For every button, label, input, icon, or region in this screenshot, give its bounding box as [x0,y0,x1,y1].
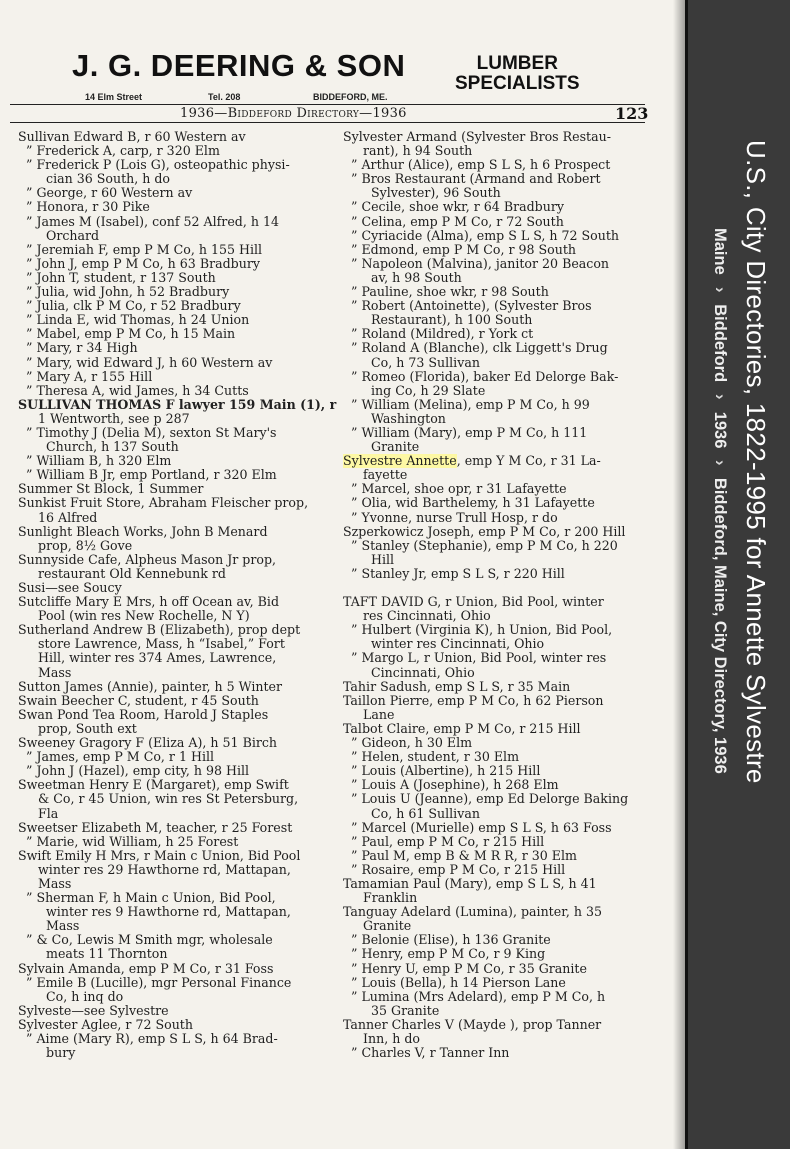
directory-entry-line: Mass [18,664,72,680]
directory-entry-line: TAFT DAVID G, r Union, Bid Pool, winter [343,594,604,610]
directory-entry-line: ” Timothy J (Delia M), sexton St Mary's [18,424,277,440]
directory-entry-line: ” Louis U (Jeanne), emp Ed Delorge Baking [343,791,629,807]
directory-entry-line: ” Robert (Antoinette), (Sylvester Bros [343,298,592,314]
directory-entry-line: Sutcliffe Mary E Mrs, h off Ocean av, Bid [18,594,280,610]
directory-entry-line: Orchard [18,227,100,243]
directory-entry-line: 1 Wentworth, see p 287 [18,410,190,426]
directory-entry-line: Mass [18,918,80,934]
highlighted-record-text: , emp Y M Co, r 31 La- [456,453,601,469]
right-column [343,130,645,1060]
directory-entry-line: ” Rosaire, emp P M Co, r 215 Hill [343,861,566,877]
directory-entry-line: winter res 29 Hawthorne rd, Mattapan, [18,861,291,877]
right-column-top [343,130,645,454]
directory-entry-line: ” James M (Isabel), conf 52 Alfred, h 14 [18,213,279,229]
directory-entry-line: ” George, r 60 Western av [18,185,193,201]
directory-entry-line: Sullivan Edward B, r 60 Western av [18,129,246,144]
directory-entry-line: cian 36 South, h do [18,171,171,187]
company-telephone: Tel. 208 [208,92,241,102]
directory-entry-line: Sylvain Amanda, emp P M Co, r 31 Foss [18,960,274,976]
directory-entry-line: meats 11 Thornton [18,946,168,962]
directory-entry-line: ” William B, h 320 Elm [18,453,172,469]
directory-entry-line: res Cincinnati, Ohio [343,608,491,624]
directory-entry-line: ” Marcel (Murielle) emp S L S, h 63 Foss [343,819,612,835]
directory-entry-line: ” Mary, wid Edward J, h 60 Western av [18,354,273,370]
directory-entry-line: ” John J, emp P M Co, h 63 Bradbury [18,255,260,271]
company-address: 14 Elm Street [85,92,143,102]
directory-entry-line: ” Helen, student, r 30 Elm [343,749,520,765]
lumber-specialists [455,54,580,94]
directory-entry-line: ” Pauline, shoe wkr, r 98 South [343,284,549,300]
directory-entry-line: ” John J (Hazel), emp city, h 98 Hill [18,763,250,779]
directory-entry-line: ” Frederick P (Lois G), osteopathic physi- [18,157,290,173]
directory-entry-line: Sylvester Aglee, r 72 South [18,1016,193,1032]
directory-entry-line: ” Lumina (Mrs Adelard), emp P M Co, h [343,988,606,1004]
directory-entry-line: Granite [343,918,412,934]
directory-entry-line: Tamamian Paul (Mary), emp S L S, h 41 [343,875,597,891]
breadcrumb-separator-icon: › [711,394,729,400]
directory-entry-line: ” Louis (Bella), h 14 Pierson Lane [343,974,566,990]
directory-entry-line: Co, h inq do [18,988,124,1004]
directory-entry-line: Restaurant), h 100 South [343,312,533,328]
directory-entry-line: ” William (Mary), emp P M Co, h 111 [343,424,588,440]
directory-entry-line: ” Linda E, wid Thomas, h 24 Union [18,312,250,328]
directory-entry-line: Taillon Pierre, emp P M Co, h 62 Pierson [343,692,604,708]
directory-entry-line: Swift Emily H Mrs, r Main c Union, Bid Pool [18,847,301,863]
directory-entry-line: ” Margo L, r Union, Bid Pool, winter res [343,650,607,666]
directory-entry-line: Susi—see Soucy [18,580,122,595]
directory-entry-line [343,581,645,595]
directory-entry-line: rant), h 94 South [343,143,473,159]
directory-entry-line: prop, South ext [18,720,137,736]
directory-entry-line: ” Aime (Mary R), emp S L S, h 64 Brad- [18,1031,278,1046]
highlighted-record[interactable] [343,454,645,468]
directory-entry-line: ” Belonie (Elise), h 136 Granite [343,932,551,948]
directory-entry-line: ” Julia, clk P M Co, r 52 Bradbury [18,298,241,314]
directory-entry-line: SULLIVAN THOMAS F lawyer 159 Main (1), r [18,396,337,412]
directory-entry-line: ” Jeremiah F, emp P M Co, h 155 Hill [18,241,263,257]
header-rule-top [10,104,645,105]
directory-entry-line: ” Cyriacide (Alma), emp S L S, h 72 South [343,227,620,243]
directory-entry-line: ” Hulbert (Virginia K), h Union, Bid Pool, [343,622,613,638]
directory-entry-line: ” & Co, Lewis M Smith mgr, wholesale [18,932,273,948]
breadcrumb-link[interactable]: Biddeford, Maine, City Directory, 1936 [711,477,729,774]
directory-entry-line: av, h 98 South [343,269,462,285]
directory-entry-line: Co, h 61 Sullivan [343,805,480,821]
directory-entry-line: Tanner Charles V (Mayde ), prop Tanner [343,1016,602,1032]
directory-entry-line: ” Paul, emp P M Co, r 215 Hill [343,833,545,849]
lumber-line: LUMBER [476,53,558,74]
directory-entry-line: ” William B Jr, emp Portland, r 320 Elm [18,467,277,483]
directory-entry-line: ” Roland A (Blanche), clk Liggett's Drug [343,340,608,356]
directory-entry-line: bury [18,1045,76,1061]
directory-entry-line: ” Paul M, emp B & M R R, r 30 Elm [343,847,577,863]
directory-entry-line: ” Louis (Albertine), h 215 Hill [343,763,541,779]
breadcrumb-link[interactable]: Maine [711,228,729,275]
directory-entry-line: Sunnyside Cafe, Alpheus Mason Jr prop, [18,551,277,567]
directory-entry-line: ” Gideon, h 30 Elm [343,735,473,751]
breadcrumb-link[interactable]: 1936 [711,411,729,449]
directory-entry-line: & Co, r 45 Union, win res St Petersburg, [18,791,299,807]
directory-entry-line: ” Bros Restaurant (Armand and Robert [343,171,601,187]
directory-entry-line: Tanguay Adelard (Lumina), painter, h 35 [343,904,602,920]
directory-entry-line: ” Mabel, emp P M Co, h 15 Main [18,326,236,342]
directory-entry-line: Hill, winter res 374 Ames, Lawrence, [18,650,277,666]
left-column [18,129,337,1061]
directory-entry-line: ” Charles V, r Tanner Inn [343,1045,510,1061]
directory-entry-line: ” Marie, wid William, h 25 Forest [18,833,239,849]
directory-entry-line: Co, h 73 Sullivan [343,354,480,370]
directory-entry-line: Lane [343,706,395,722]
page-number: 123 [615,104,649,123]
directory-entry-line: Sylvester Armand (Sylvester Bros Restau- [343,129,611,144]
directory-entry-line: ” Julia, wid John, h 52 Bradbury [18,284,230,300]
directory-entry-line: ing Co, h 29 Slate [343,382,486,398]
directory-entry-line: Cincinnati, Ohio [343,664,475,680]
directory-entry-line: Tahir Sadush, emp S L S, r 35 Main [343,678,571,694]
directory-entry-line: winter res 9 Hawthorne rd, Mattapan, [18,904,291,920]
directory-entry-line: 35 Granite [343,1002,440,1018]
directory-entry-line: ” John T, student, r 137 South [18,269,216,285]
directory-entry-line: ” Arthur (Alice), emp S L S, h 6 Prospect [343,157,611,173]
directory-entry-line: ” Olia, wid Barthelemy, h 31 Lafayette [343,495,595,511]
directory-entry-line: Summer St Block, 1 Summer [18,481,204,497]
directory-entry-line: Granite [343,439,420,455]
directory-entry-line: Sutton James (Annie), painter, h 5 Winter [18,678,282,694]
breadcrumb-link[interactable]: Biddeford [711,304,729,383]
directory-entry-line: ” Sherman F, h Main c Union, Bid Pool, [18,890,276,906]
directory-title: 1936—Biddeford Directory—1936 [180,106,407,121]
directory-entry-line: ” Napoleon (Malvina), janitor 20 Beacon [343,255,610,271]
record-sidebar [688,0,790,1149]
company-city: BIDDEFORD, ME. [313,92,388,102]
directory-entry-line: ” Edmond, emp P M Co, r 98 South [343,241,577,257]
breadcrumb-separator-icon: › [711,460,729,466]
directory-entry-line: Church, h 137 South [18,439,179,455]
directory-entry-line: Franklin [343,890,418,906]
directory-entry-line: Talbot Claire, emp P M Co, r 215 Hill [343,720,581,736]
directory-entry-line: ” Marcel, shoe opr, r 31 Lafayette [343,481,567,497]
directory-entry-line: ” Henry U, emp P M Co, r 35 Granite [343,960,587,976]
directory-entry-line: Swain Beecher C, student, r 45 South [18,692,259,708]
company-name: J. G. DEERING & SON [72,48,406,83]
directory-entry-line: ” James, emp P M Co, r 1 Hill [18,749,215,765]
directory-entry-line: ” Henry, emp P M Co, r 9 King [343,946,546,962]
directory-entry-line: Inn, h do [343,1031,420,1046]
directory-entry-line: ” Stanley Jr, emp S L S, r 220 Hill [343,565,565,581]
directory-entry-line: store Lawrence, Mass, h “Isabel,” Fort [18,636,285,652]
directory-entry-line: ” Cecile, shoe wkr, r 64 Bradbury [343,199,564,215]
right-column-bottom [343,468,645,1060]
directory-entry-line: Sweetser Elizabeth M, teacher, r 25 Forest [18,819,293,835]
record-title: U.S., City Directories, 1822-1995 for Annette Sylvestre [741,140,771,784]
directory-entry-line: ” Roland (Mildred), r York ct [343,326,534,342]
directory-entry-line: fayette [343,467,408,483]
directory-entry-line: Hill [343,551,395,567]
directory-entry-line: ” Honora, r 30 Pike [18,199,150,215]
directory-entry-line: winter res Cincinnati, Ohio [343,636,545,652]
directory-entry-line: Swan Pond Tea Room, Harold J Staples [18,706,269,722]
directory-entry-line: restaurant Old Kennebunk rd [18,565,226,581]
directory-entry-line: Sunlight Bleach Works, John B Menard [18,523,268,539]
directory-entry-line: Mass [18,875,72,891]
directory-entry-line: Sunkist Fruit Store, Abraham Fleischer prop, [18,495,309,511]
directory-entry-line: ” Mary A, r 155 Hill [18,368,153,384]
directory-entry-line: Sylveste—see Sylvestre [18,1002,169,1018]
directory-entry-line: ” Theresa A, wid James, h 34 Cutts [18,382,249,398]
specialists-line: SPECIALISTS [455,73,580,94]
directory-entry-line: ” Yvonne, nurse Trull Hosp, r do [343,509,558,525]
breadcrumb-separator-icon: › [711,286,729,293]
directory-entry-line: Washington [343,410,446,426]
directory-entry-line: Pool (win res New Rochelle, N Y) [18,608,250,624]
directory-entry-line: Sutherland Andrew B (Elizabeth), prop dept [18,622,301,638]
directory-entry-line: Szperkowicz Joseph, emp P M Co, r 200 Hill [343,523,626,539]
directory-entry-line: ” William (Melina), emp P M Co, h 99 [343,396,590,412]
directory-entry-line: 16 Alfred [18,509,98,525]
directory-entry-line: Sylvester), 96 South [343,185,501,201]
directory-entry-line: ” Celina, emp P M Co, r 72 South [343,213,564,229]
highlighted-name[interactable]: Sylvestre Annette [343,453,457,469]
directory-entry-line: ” Frederick A, carp, r 320 Elm [18,143,220,159]
directory-entry-line: prop, 8½ Gove [18,537,133,553]
breadcrumb [710,228,729,774]
directory-entry-line: ” Stanley (Stephanie), emp P M Co, h 220 [343,537,618,553]
directory-entry-line: ” Emile B (Lucille), mgr Personal Finance [18,974,292,990]
header-rule-bottom [10,122,645,123]
advertisement-header [72,50,405,81]
directory-entry-line: ” Romeo (Florida), baker Ed Delorge Bak- [343,368,619,384]
directory-entry-line: Fla [18,805,59,821]
directory-entry-line: ” Mary, r 34 High [18,340,138,356]
directory-entry-line: Sweetman Henry E (Margaret), emp Swift [18,777,289,793]
directory-entry-line: ” Louis A (Josephine), h 268 Elm [343,777,559,793]
directory-entry-line: Sweeney Gragory F (Eliza A), h 51 Birch [18,735,278,751]
